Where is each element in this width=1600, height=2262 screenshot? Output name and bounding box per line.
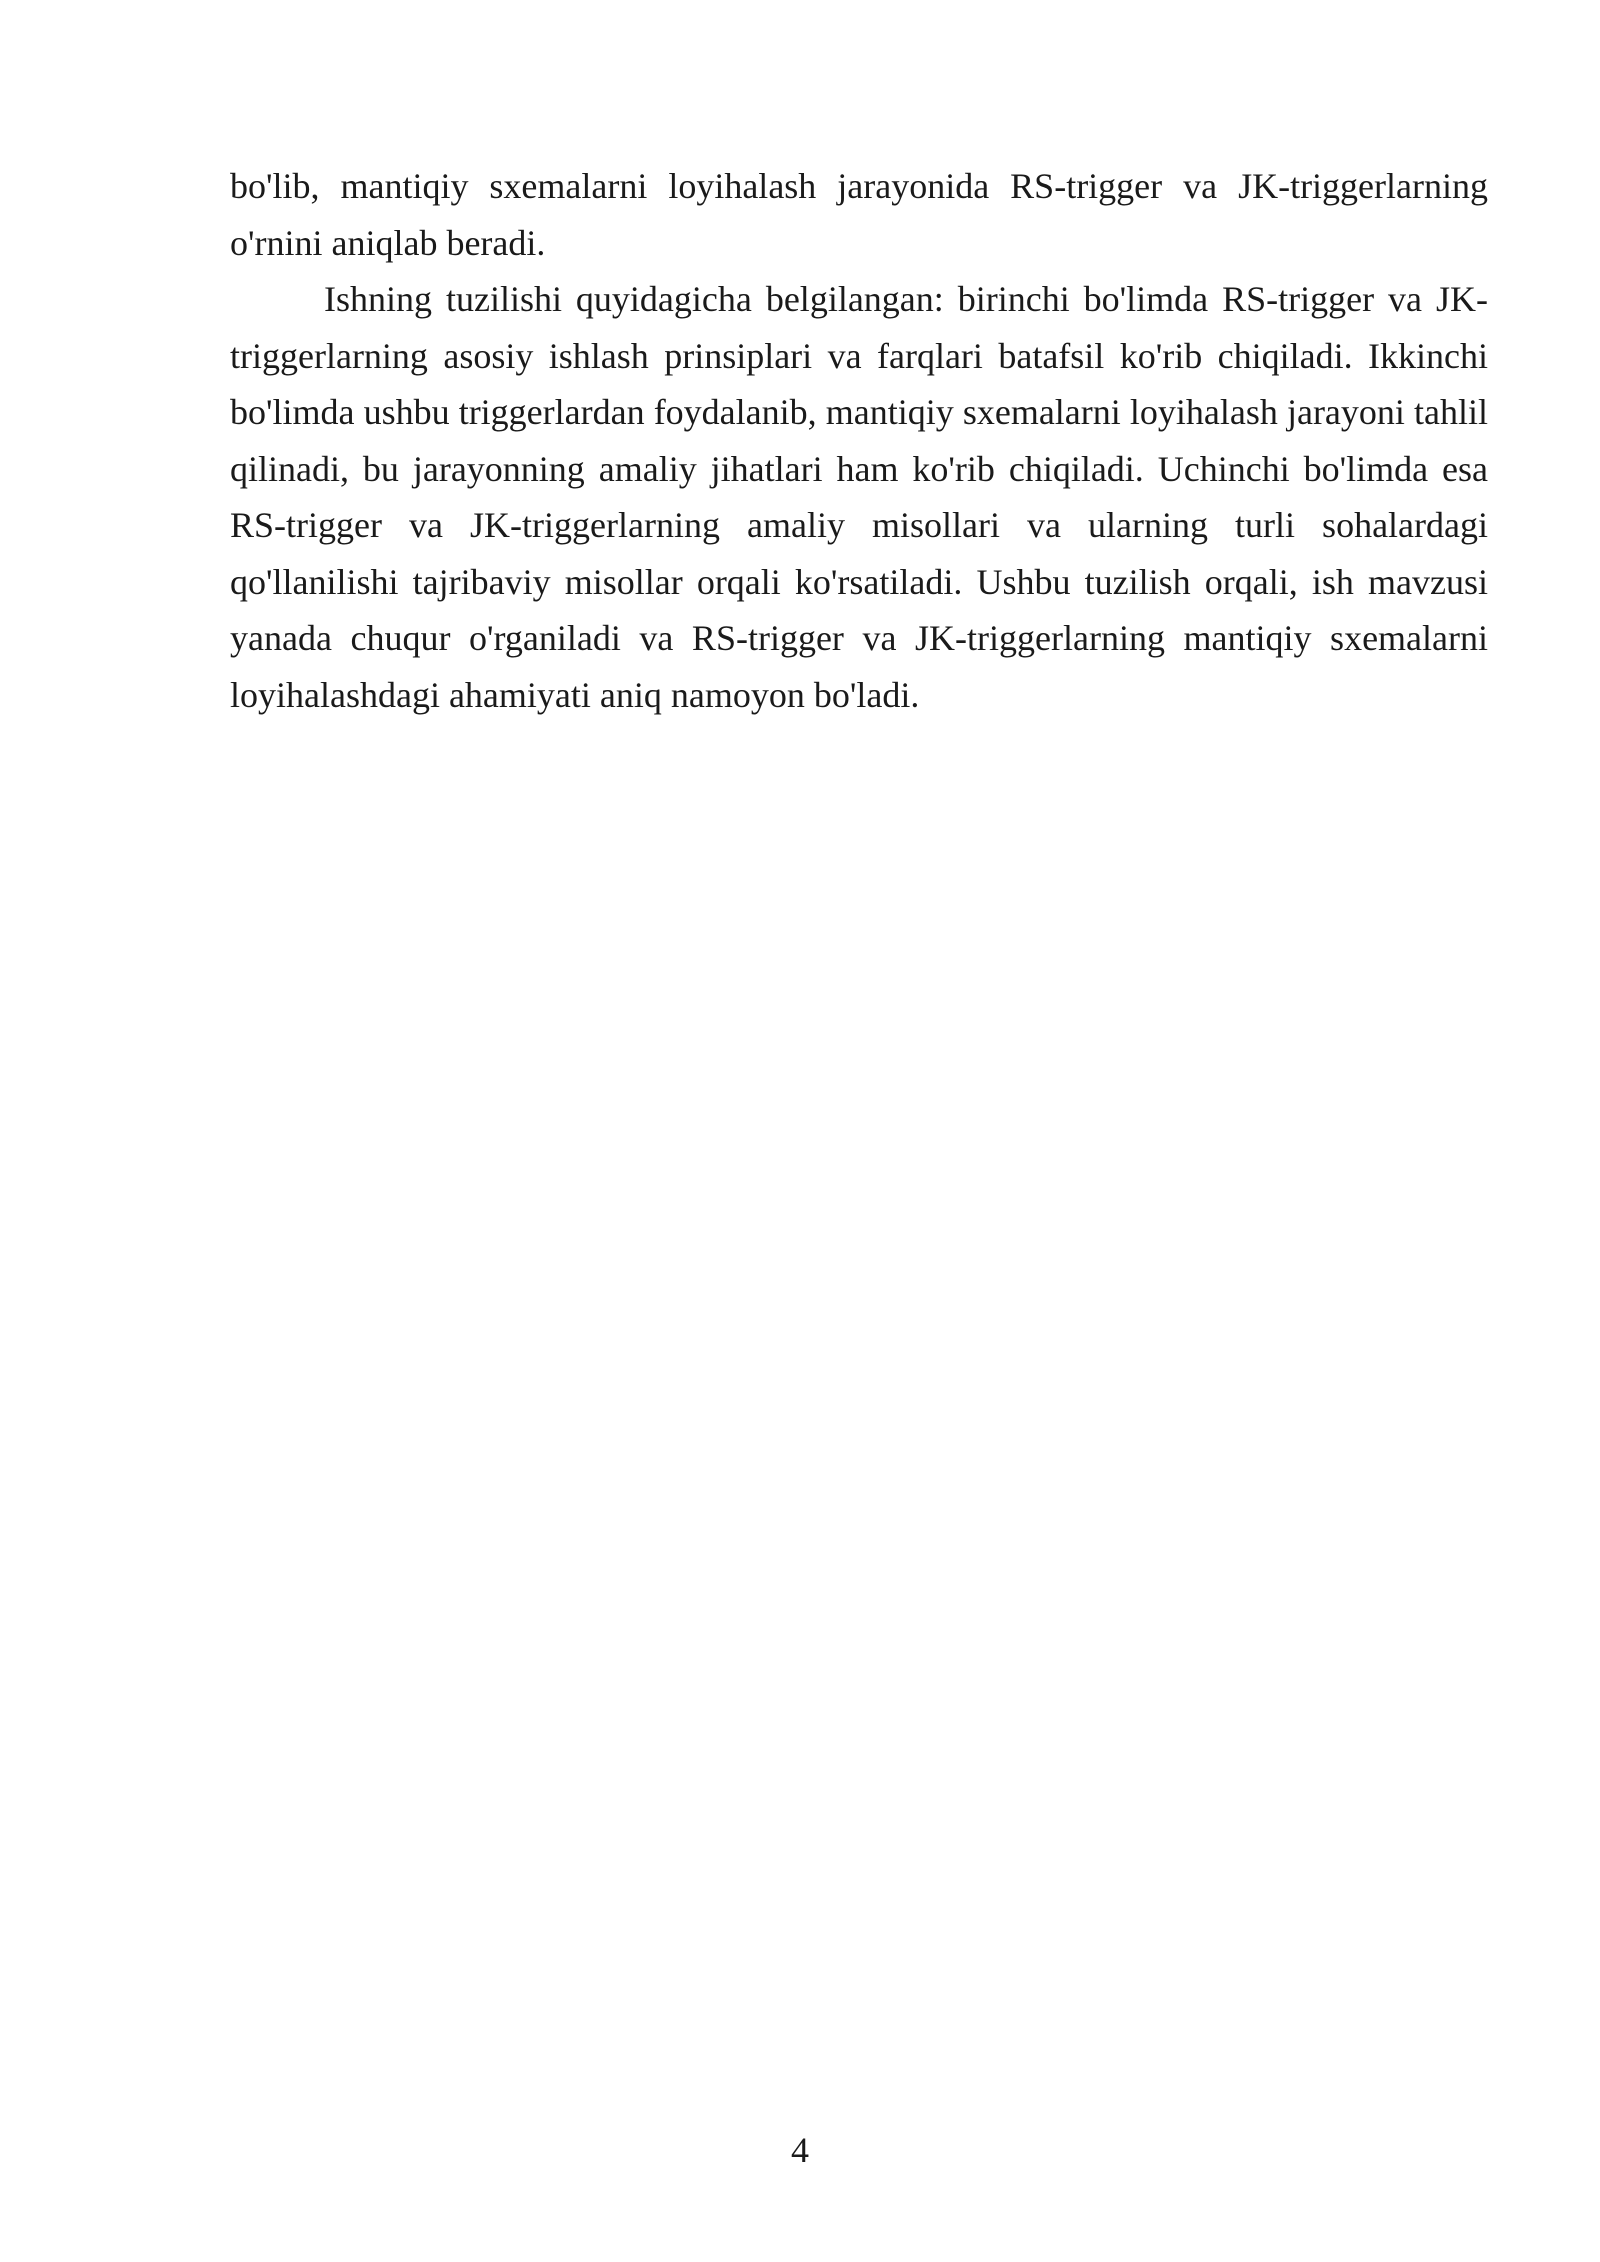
body-text [230, 158, 1488, 723]
page-number: 4 [791, 2130, 809, 2170]
paragraph-continuation: bo'lib, mantiqiy sxemalarni loyihalash jarayonida RS-trigger va JK-triggerlarning o'rnini aniqlab beradi. [230, 166, 1488, 263]
paragraph-structure: Ishning tuzilishi quyidagicha belgilangan: birinchi bo'limda RS-trigger va JK-triggerlarning asosiy ishlash prinsiplari va farqlari batafsil ko'rib chiqiladi. Ikkinchi bo'limda ushbu triggerlardan foydalanib, mantiqiy sxemalarni loyihalash jarayoni tahlil qilinadi, bu jarayonning amaliy jihatlari ham ko'rib chiqiladi. Uchinchi bo'limda esa RS-trigger va JK-triggerlarning amaliy misollari va ularning turli sohalardagi qo'llanilishi tajribaviy misollar orqali ko'rsatiladi. Ushbu tuzilish orqali, ish mavzusi yanada chuqur o'rganiladi va RS-trigger va JK-triggerlarning mantiqiy sxemalarni loyihalashdagi ahamiyati aniq namoyon bo'ladi. [230, 279, 1488, 715]
